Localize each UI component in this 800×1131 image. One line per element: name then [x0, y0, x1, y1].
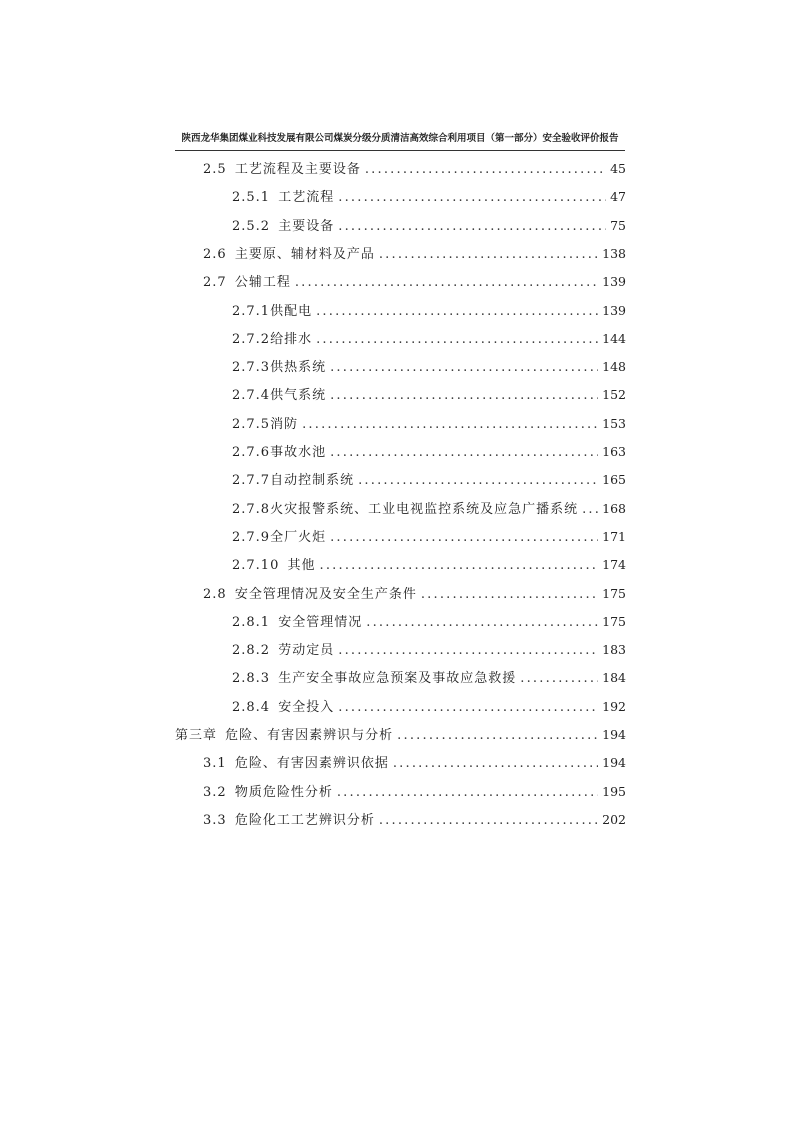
toc-entry[interactable] [203, 583, 626, 605]
toc-entry-title: 消防 [270, 416, 299, 432]
toc-entry-page-number: 171 [602, 528, 626, 544]
toc-entry-page-number: 75 [610, 217, 626, 233]
toc-entry-page-number: 148 [602, 359, 626, 375]
toc-entry-number: 2.7.3 [232, 360, 271, 376]
toc-dot-leader [421, 584, 598, 606]
toc-entry-separator [270, 216, 275, 238]
toc-entry[interactable] [232, 328, 626, 350]
toc-entry-separator [217, 725, 222, 747]
toc-entry-title: 给排水 [270, 331, 313, 347]
toc-entry-separator [227, 584, 232, 606]
toc-entry-number: 3.2 [203, 784, 227, 800]
toc-entry-page-number: 202 [602, 811, 626, 827]
toc-entry[interactable] [232, 413, 626, 435]
toc-dot-leader [358, 470, 598, 492]
toc-entry-number: 2.8.2 [232, 643, 271, 659]
toc-entry-number: 2.8.1 [232, 614, 271, 630]
toc-entry-title: 生产安全事故应急预案及事故应急救援 [278, 671, 517, 687]
toc-entry-number: 2.7.9 [232, 529, 271, 545]
toc-entry-page-number: 165 [602, 472, 626, 488]
toc-entry-page-number: 183 [602, 642, 626, 658]
toc-entry-separator [227, 810, 232, 832]
toc-entry[interactable] [232, 611, 626, 633]
toc-dot-leader [520, 668, 598, 690]
toc-entry[interactable] [232, 441, 626, 463]
toc-entry[interactable] [232, 696, 626, 718]
toc-entry-number: 2.7.10 [232, 558, 280, 574]
toc-entry-separator [227, 244, 232, 266]
toc-entry-page-number: 138 [602, 245, 626, 261]
toc-entry[interactable] [175, 724, 626, 746]
toc-entry-page-number: 174 [602, 557, 626, 573]
toc-entry-page-number: 139 [602, 274, 626, 290]
toc-entry-title: 其他 [287, 558, 316, 574]
toc-entry-title: 危险、有害因素辨识与分析 [225, 728, 394, 743]
toc-dot-leader [320, 555, 599, 577]
toc-dot-leader [338, 187, 606, 209]
toc-entry[interactable] [232, 667, 626, 689]
toc-entry-number: 2.7.2 [232, 331, 271, 347]
toc-entry-title: 火灾报警系统、工业电视监控系统及应急广播系统 [270, 501, 579, 517]
toc-entry-number: 2.5 [203, 162, 227, 177]
toc-entry[interactable] [203, 809, 626, 831]
toc-entry-page-number: 139 [602, 302, 626, 318]
toc-dot-leader [330, 442, 598, 464]
toc-dot-leader [295, 272, 598, 294]
toc-entry[interactable] [203, 752, 626, 774]
toc-entry[interactable] [203, 243, 626, 265]
toc-entry-separator [279, 555, 284, 577]
toc-entry-separator [227, 782, 232, 804]
toc-entry-title: 危险化工工艺辨识分析 [234, 812, 375, 828]
toc-entry-page-number: 192 [602, 698, 626, 714]
toc-entry-page-number: 153 [602, 415, 626, 431]
toc-entry-number: 2.8.3 [232, 671, 271, 687]
toc-entry-title: 主要原、辅材料及产品 [234, 246, 375, 262]
toc-dot-leader [337, 782, 598, 804]
toc-entry-number: 第三章 [175, 728, 218, 743]
page-header: 陕西龙华集团煤业科技发展有限公司煤炭分级分质清洁高效综合利用项目（第一部分）安全验收评价报告 [175, 130, 625, 151]
toc-dot-leader [316, 329, 598, 351]
toc-entry-page-number: 175 [602, 613, 626, 629]
toc-entry-title: 安全投入 [278, 699, 335, 715]
toc-entry-page-number: 194 [602, 755, 626, 771]
toc-entry-page-number: 144 [602, 330, 626, 346]
toc-entry-page-number: 168 [602, 500, 626, 516]
toc-dot-leader [316, 301, 598, 323]
toc-entry[interactable] [203, 781, 626, 803]
toc-dot-leader [379, 244, 598, 266]
toc-entry-number: 2.7.6 [232, 445, 271, 460]
toc-entry-title: 劳动定员 [278, 643, 335, 659]
toc-entry[interactable] [232, 300, 626, 322]
toc-entry-title: 自动控制系统 [270, 473, 355, 489]
toc-entry[interactable] [203, 271, 626, 293]
toc-entry-separator [270, 612, 275, 634]
toc-entry-separator [270, 697, 275, 719]
toc-entry-title: 事故水池 [270, 445, 327, 460]
toc-entry-number: 2.7.8 [232, 501, 271, 517]
toc-entry-separator [227, 753, 232, 775]
toc-dot-leader [338, 216, 606, 238]
toc-entry-number: 2.7.5 [232, 416, 271, 432]
toc-entry-title: 供热系统 [270, 360, 327, 376]
toc-dot-leader [330, 385, 598, 407]
toc-entry-title: 工艺流程 [278, 190, 335, 206]
toc-entry-number: 2.7.4 [232, 388, 271, 404]
toc-entry-title: 物质危险性分析 [234, 784, 333, 800]
toc-entry-number: 2.7.7 [232, 473, 271, 489]
toc-entry-separator [270, 640, 275, 662]
toc-entry-number: 3.3 [203, 812, 227, 828]
toc-dot-leader [582, 499, 598, 521]
toc-entry-page-number: 194 [602, 727, 626, 742]
toc-entry-number: 2.7 [203, 275, 227, 291]
toc-entry[interactable] [232, 526, 626, 548]
toc-entry[interactable] [203, 158, 626, 180]
toc-entry[interactable] [232, 554, 626, 576]
toc-entry-number: 2.5.1 [232, 190, 271, 206]
toc-entry-separator [270, 187, 275, 209]
toc-entry-separator [270, 668, 275, 690]
toc-dot-leader [366, 612, 598, 634]
toc-entry-separator [227, 272, 232, 294]
toc-entry-page-number: 184 [602, 670, 626, 686]
toc-dot-leader [338, 697, 598, 719]
toc-dot-leader [397, 725, 598, 747]
toc-dot-leader [365, 159, 606, 181]
toc-entry-title: 安全管理情况及安全生产条件 [234, 586, 417, 602]
toc-entry-number: 2.8.4 [232, 699, 271, 715]
toc-entry-page-number: 45 [610, 161, 626, 176]
toc-entry-title: 供气系统 [270, 388, 327, 404]
toc-dot-leader [302, 414, 598, 436]
toc-entry-title: 主要设备 [278, 218, 335, 234]
toc-entry-title: 公辅工程 [234, 275, 291, 291]
toc-entry-title: 供配电 [270, 303, 313, 319]
toc-entry-number: 2.8 [203, 586, 227, 602]
toc-entry-page-number: 175 [602, 585, 626, 601]
toc-entry-title: 危险、有害因素辨识依据 [234, 756, 389, 772]
toc-entry[interactable] [232, 469, 626, 491]
toc-entry[interactable] [232, 498, 626, 520]
toc-entry-number: 2.7.1 [232, 303, 271, 319]
toc-entry-title: 工艺流程及主要设备 [234, 162, 361, 177]
toc-dot-leader [338, 640, 598, 662]
toc-entry[interactable] [232, 384, 626, 406]
toc-entry-number: 2.5.2 [232, 218, 271, 234]
toc-entry-title: 安全管理情况 [278, 614, 363, 630]
toc-dot-leader [393, 753, 598, 775]
toc-entry-title: 全厂火炬 [270, 529, 327, 545]
toc-entry[interactable] [232, 356, 626, 378]
toc-entry-page-number: 195 [602, 783, 626, 799]
toc-entry-number: 3.1 [203, 756, 227, 772]
toc-entry-number: 2.6 [203, 246, 227, 262]
toc-entry-page-number: 47 [610, 189, 626, 205]
toc-entry-separator [227, 159, 232, 181]
toc-entry[interactable] [232, 186, 626, 208]
toc-entry-page-number: 152 [602, 387, 626, 403]
toc-dot-leader [379, 810, 598, 832]
toc-dot-leader [330, 527, 598, 549]
toc-entry[interactable] [232, 215, 626, 237]
toc-entry[interactable] [232, 639, 626, 661]
toc-entry-page-number: 163 [602, 444, 626, 459]
toc-dot-leader [330, 357, 598, 379]
